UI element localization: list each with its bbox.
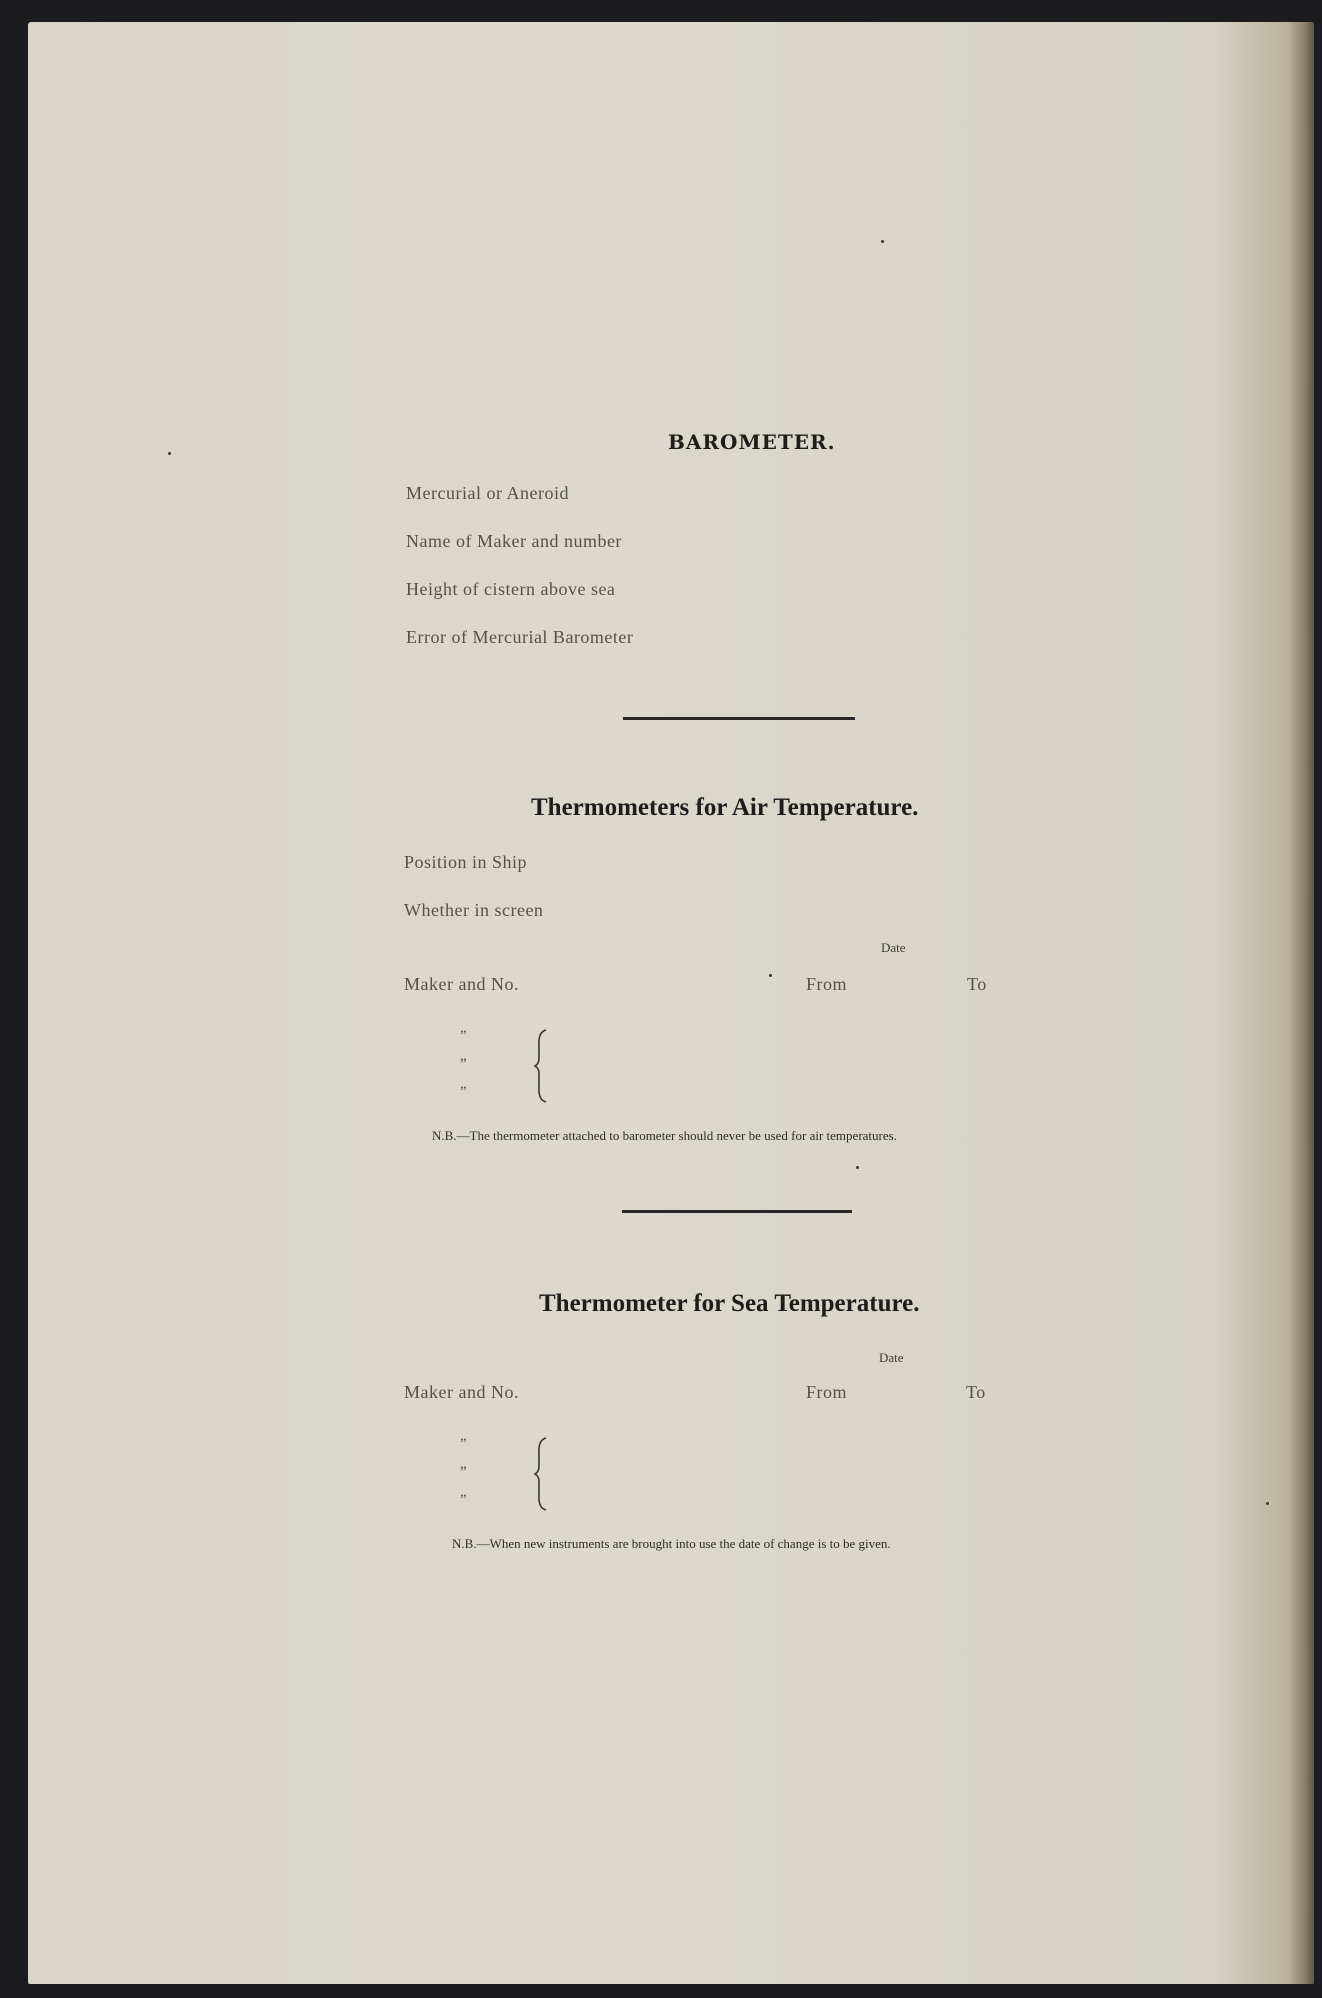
air-brace-icon [534,1028,550,1104]
air-from-label: From [806,974,848,994]
form-page [28,22,1314,1984]
air-maker-field: Maker and No. [404,974,519,994]
air-ditto-mark: ” [460,1056,467,1072]
sea-note: N.B.—When new instruments are brought into use the date of change is to be given. [452,1536,891,1551]
barometer-field-height: Height of cistern above sea [406,579,616,599]
sea-ditto-mark: ” [460,1464,467,1480]
paper-speck [168,452,171,455]
sea-from-label: From [806,1382,848,1402]
section-divider [623,717,855,720]
air-ditto-mark: ” [460,1028,467,1044]
sea-thermometer-title: Thermometer for Sea Temperature. [539,1290,920,1317]
air-thermometer-title: Thermometers for Air Temperature. [531,794,919,821]
paper-speck [769,974,772,977]
air-ditto-mark: ” [460,1084,467,1100]
sea-brace-icon [534,1436,550,1512]
sea-date-label: Date [879,1350,904,1365]
air-position-field: Position in Ship [404,852,528,872]
sea-to-label: To [966,1382,986,1402]
paper-speck [856,1166,859,1169]
paper-speck [881,240,884,243]
sea-maker-field: Maker and No. [404,1382,519,1402]
sea-ditto-mark: ” [460,1436,467,1452]
barometer-field-type: Mercurial or Aneroid [406,483,569,503]
barometer-field-error: Error of Mercurial Barometer [406,627,634,647]
air-to-label: To [967,974,987,994]
air-note: N.B.—The thermometer attached to barometer should never be used for air temperatures. [432,1128,897,1143]
section-divider [622,1210,852,1213]
paper-speck [1266,1502,1269,1505]
air-screen-field: Whether in screen [404,900,544,920]
barometer-title: BAROMETER. [668,430,836,454]
sea-ditto-mark: ” [460,1492,467,1508]
page-edge-shadow [1288,22,1314,1984]
air-date-label: Date [881,940,906,955]
barometer-field-maker: Name of Maker and number [406,531,622,551]
